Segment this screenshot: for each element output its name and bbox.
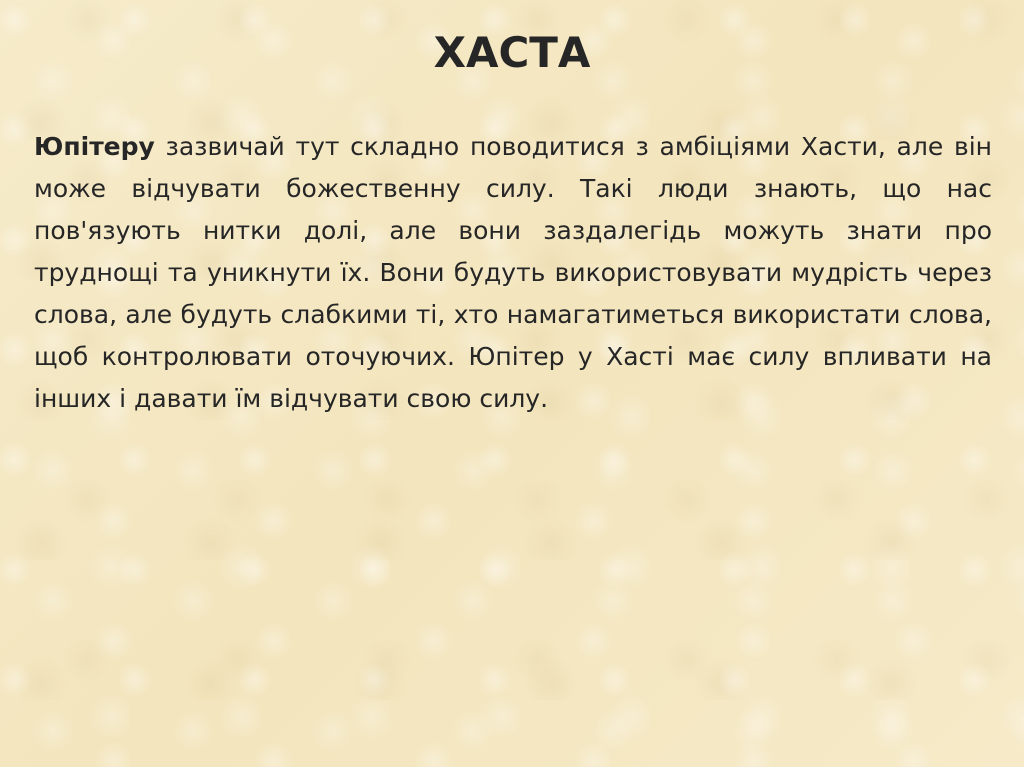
slide-body-paragraph — [34, 126, 992, 420]
slide-title: ХАСТА — [433, 28, 591, 77]
body-lead-term: Юпітеру — [34, 132, 155, 161]
body-text: зазвичай тут складно поводитися з амбіціями Хасти, але він може відчувати божественну силу. Такі люди знають, що нас пов'язують нитки долі, але вони заздалегідь можуть знати про труднощі та уникнути їх. Вони будуть використовувати мудрість через слова, але будуть слабкими ті, хто намагатиметься використати слова, щоб контролювати оточуючих. Юпітер у Хасті має силу впливати на інших і давати їм відчувати свою силу. — [34, 132, 992, 413]
